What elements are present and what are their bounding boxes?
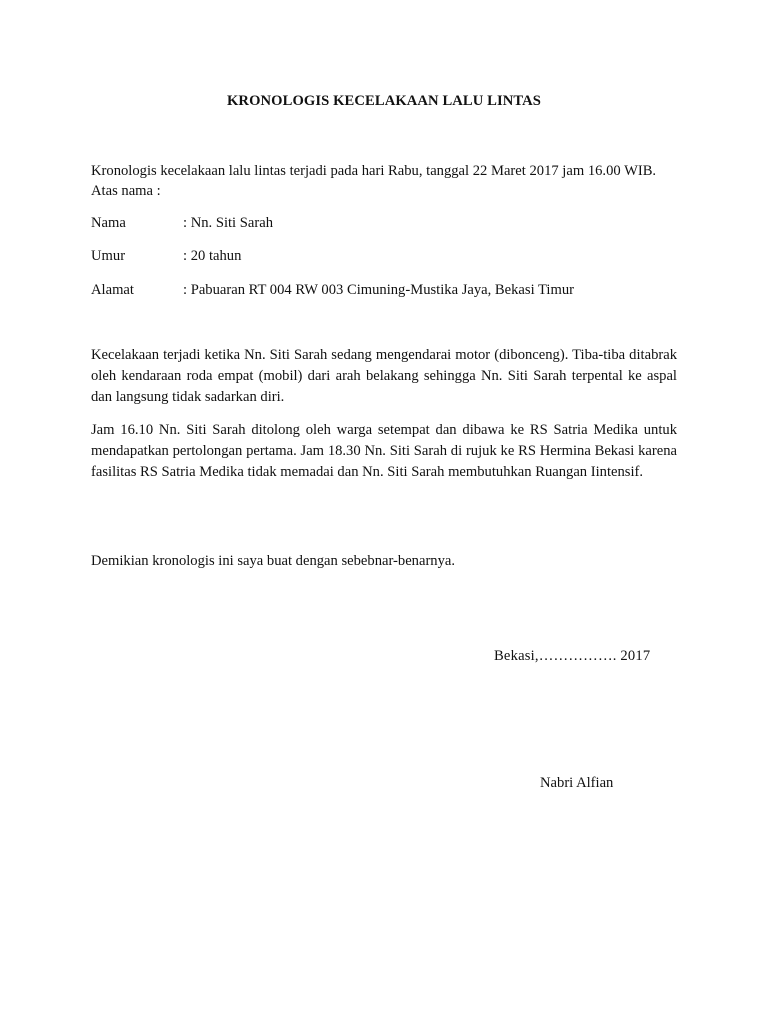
document-title: KRONOLOGIS KECELAKAAN LALU LINTAS [226, 93, 541, 109]
field-value-nama: : Nn. Siti Sarah [183, 215, 273, 231]
intro-line-2: Atas nama : [91, 183, 161, 199]
field-value-alamat: : Pabuaran RT 004 RW 003 Cimuning-Mustika Jaya, Bekasi Timur [183, 282, 574, 298]
place-date: Bekasi,……………. 2017 [494, 648, 651, 664]
intro-line-1: Kronologis kecelakaan lalu lintas terjadi pada hari Rabu, tanggal 22 Maret 2017 jam 16.00 WIB. [91, 163, 657, 179]
closing-statement: Demikian kronologis ini saya buat dengan sebebnar-benarnya. [91, 553, 456, 569]
field-label-umur: Umur [91, 248, 126, 264]
paragraph-accident: Kecelakaan terjadi ketika Nn. Siti Sarah sedang mengendarai motor (dibonceng). Tiba-tiba ditabrak oleh kendaraan roda empat (mobil) dari arah belakang sehingga Nn. Siti Sarah terpental ke aspal dan langsung tidak sadarkan diri. [91, 347, 677, 405]
field-row-nama [91, 213, 681, 233]
signer-name: Nabri Alfian [540, 775, 614, 791]
field-row-alamat [91, 280, 681, 300]
field-row-umur [91, 246, 681, 266]
paragraph-treatment: Jam 16.10 Nn. Siti Sarah ditolong oleh warga setempat dan dibawa ke RS Satria Medika untuk mendapatkan pertolongan pertama. Jam 18.30 Nn. Siti Sarah di rujuk ke RS Hermina Bekasi karena fasilitas RS Satria Medika tidak memadai dan Nn. Siti Sarah membutuhkan Ruangan Iintensif. [91, 422, 677, 480]
intro-text [91, 161, 681, 201]
field-label-nama: Nama [91, 215, 126, 231]
field-label-alamat: Alamat [91, 282, 134, 298]
field-value-umur: : 20 tahun [183, 248, 242, 264]
